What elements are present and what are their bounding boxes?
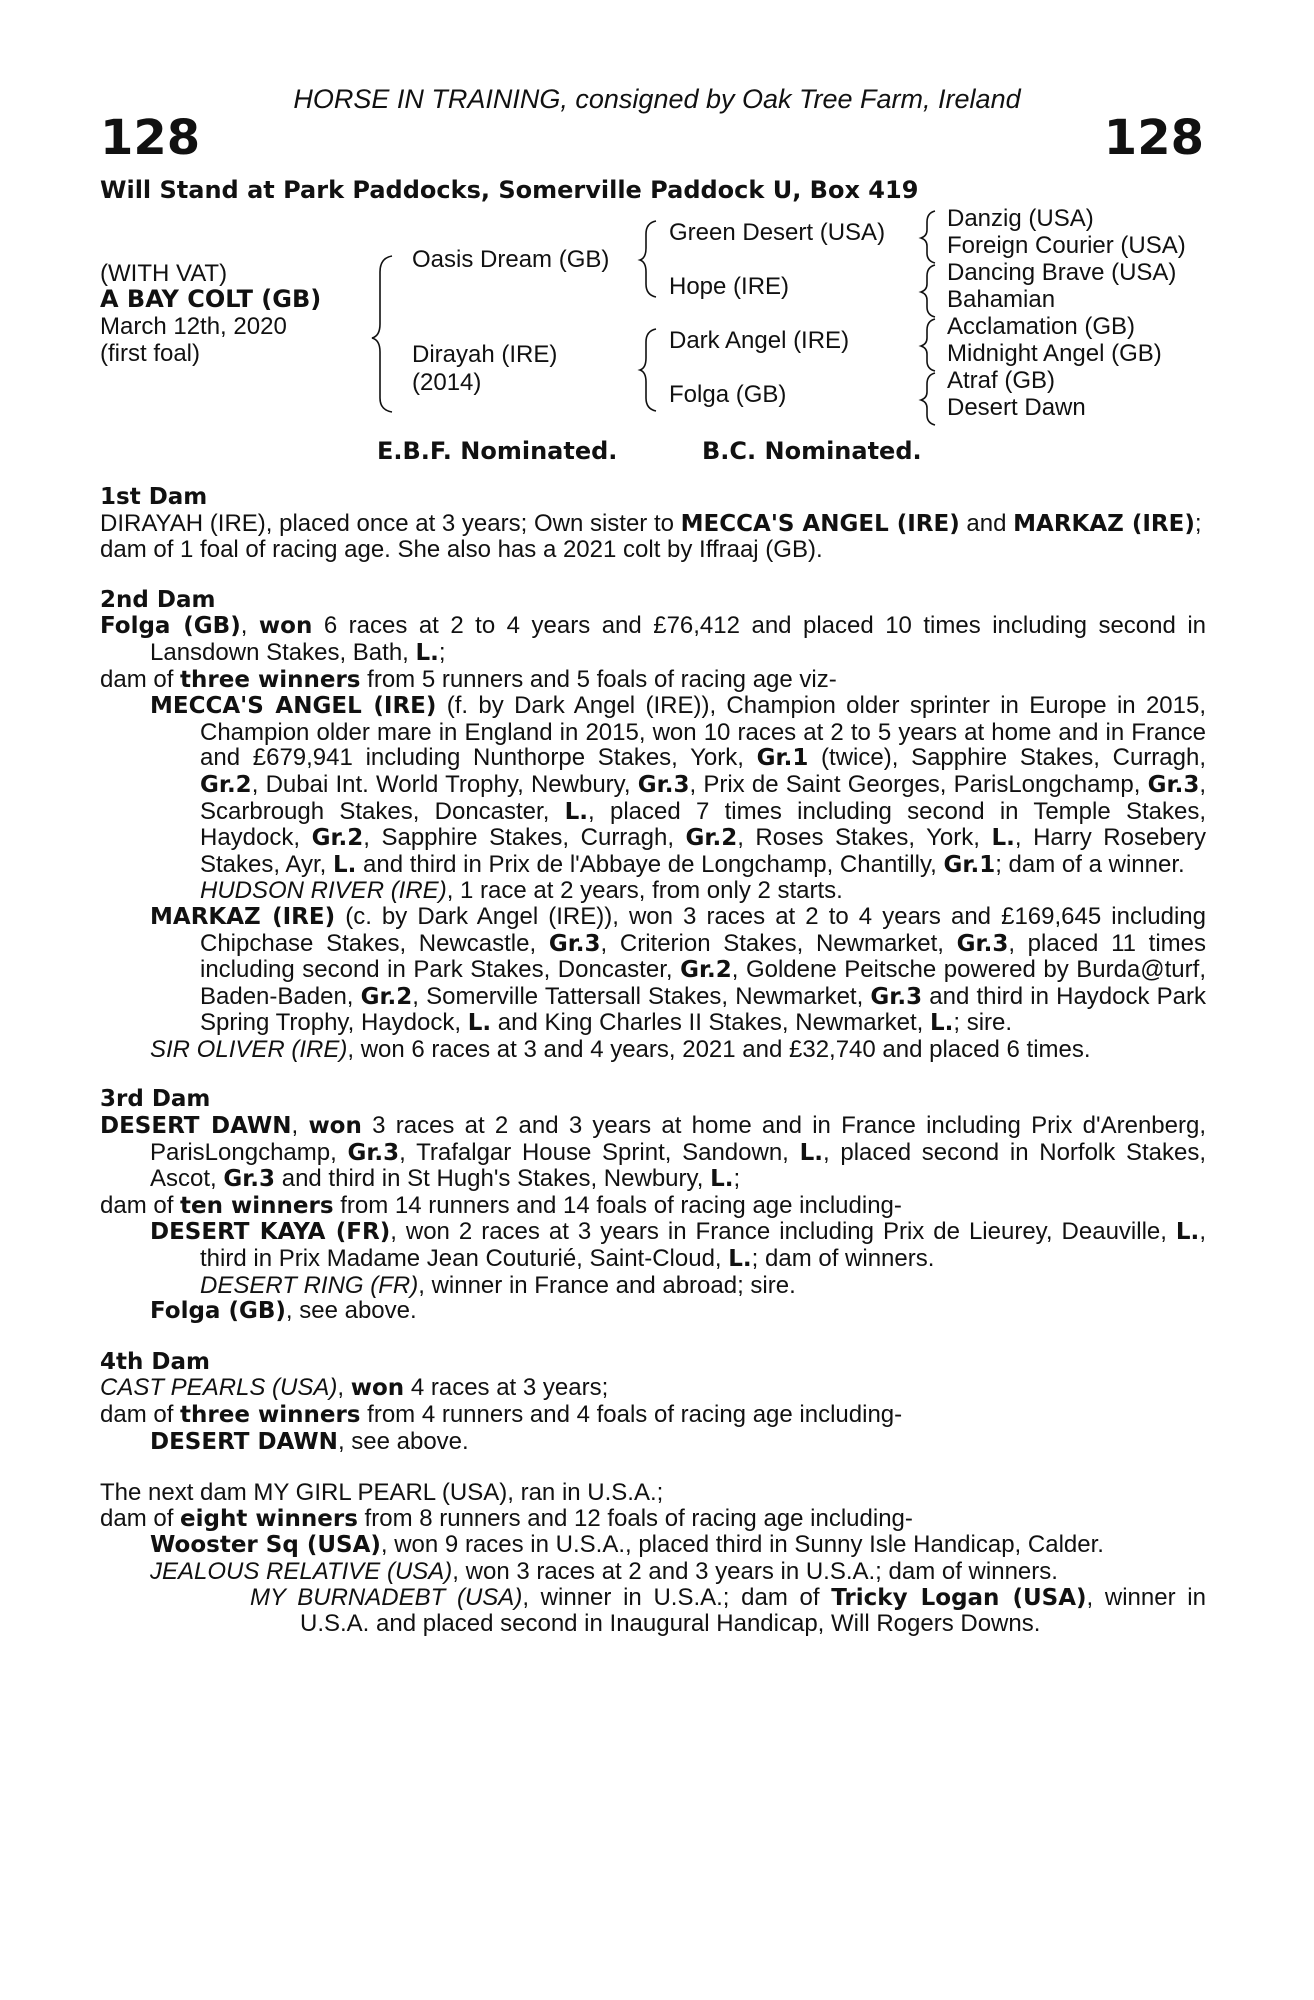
horse-name: A BAY COLT (GB) <box>100 285 322 313</box>
hudson-river-entry: HUDSON RIVER (IRE), 1 race at 2 years, from only 2 starts. <box>200 877 843 905</box>
lot-number-right: 128 <box>1103 110 1204 166</box>
ggp-2: Foreign Courier (USA) <box>947 232 1186 259</box>
desert-kaya-entry: DESERT KAYA (FR), won 2 races at 3 years in France including Prix de Lieurey, Deauville, L., third in Prix Madame Jean Couturié, Saint-Cloud, L.; dam of winners. <box>150 1218 1206 1273</box>
stand-info: Will Stand at Park Paddocks, Somerville Paddock U, Box 419 <box>100 176 919 204</box>
vat-note: (WITH VAT) <box>100 260 228 287</box>
pedigree-brackets <box>0 0 1314 460</box>
markaz-entry: MARKAZ (IRE) (c. by Dark Angel (IRE)), won 3 races at 2 to 4 years and £169,645 including Chipchase Stakes, Newcastle, Gr.3, Criterion Stakes, Newmarket, Gr.3, placed 11 times including second in Park Stakes, Doncaster, Gr.2, Goldene Peitsche powered by Burda@turf, Baden-Baden, Gr.2, Somerville Tattersall Stakes, Newmarket, Gr.3 and third in Haydock Park Spring Trophy, Haydock, L. and King Charles II Stakes, Newmarket, L.; sire. <box>150 902 1207 1037</box>
next-dam-produce: dam of eight winners from 8 runners and 12 foals of racing age including- <box>100 1504 913 1532</box>
sir-oliver-entry: SIR OLIVER (IRE), won 6 races at 3 and 4 years, 2021 and £32,740 and placed 6 times. <box>150 1035 1091 1063</box>
produce-record <box>100 485 1206 1637</box>
ggp-3: Dancing Brave (USA) <box>947 259 1177 286</box>
foal-note: (first foal) <box>100 340 201 367</box>
first-dam-heading: 1st Dam <box>100 484 208 510</box>
dam-dam: Folga (GB) <box>669 381 787 408</box>
meccas-angel-entry: MECCA'S ANGEL (IRE) (f. by Dark Angel (IRE)), Champion older sprinter in Europe in 2015, Champion older mare in England in 2015, won 10 races at 2 to 5 years at home and in France and £679,941 including Nunthorpe Stakes, York, Gr.1 (twice), Sapphire Stakes, Curragh, Gr.2, Dubai Int. World Trophy, Newbury, Gr.3, Prix de Saint Georges, ParisLongchamp, Gr.3, Scarbrough Stakes, Doncaster, L., placed 7 times including second in Temple Stakes, Haydock, Gr.2, Sapphire Stakes, Curragh, Gr.2, Roses Stakes, York, L., Harry Rosebery Stakes, Ayr, L. and third in Prix de l'Abbaye de Longchamp, Chantilly, Gr.1; dam of a winner. <box>150 692 1207 878</box>
fourth-dam-produce: dam of three winners from 4 runners and 4 foals of racing age including- <box>100 1401 903 1428</box>
folga-entry: Folga (GB), see above. <box>150 1297 417 1325</box>
dam: Dirayah (IRE) <box>412 341 558 368</box>
bc-nomination: B.C. Nominated. <box>702 437 922 465</box>
catalogue-header: HORSE IN TRAINING, consigned by Oak Tree Farm, Ireland <box>293 84 1021 114</box>
second-dam-heading: 2nd Dam <box>100 586 216 613</box>
first-dam-produce: dam of 1 foal of racing age. She also has a 2021 colt by Iffraaj (GB). <box>100 536 823 564</box>
dam-year: (2014) <box>412 369 482 396</box>
ggp-7: Atraf (GB) <box>947 367 1056 394</box>
fourth-dam-paragraph: CAST PEARLS (USA), won 4 races at 3 years; <box>100 1374 609 1402</box>
first-dam-paragraph: DIRAYAH (IRE), placed once at 3 years; Own sister to MECCA'S ANGEL (IRE) and MARKAZ (IRE); <box>100 509 1202 537</box>
third-dam-heading: 3rd Dam <box>100 1086 211 1113</box>
wooster-sq-entry: Wooster Sq (USA), won 9 races in U.S.A., placed third in Sunny Isle Handicap, Calder. <box>150 1531 1104 1559</box>
third-dam-produce: dam of ten winners from 14 runners and 14 foals of racing age including- <box>100 1191 902 1219</box>
dam-sire: Dark Angel (IRE) <box>669 327 850 354</box>
jealous-relative-entry: JEALOUS RELATIVE (USA), won 3 races at 2 and 3 years in U.S.A.; dam of winners. <box>150 1557 1058 1585</box>
ebf-nomination: E.B.F. Nominated. <box>377 437 618 465</box>
my-burnadebt-entry: MY BURNADEBT (USA), winner in U.S.A.; dam of Tricky Logan (USA), winner in U.S.A. and placed second in Inaugural Handicap, Will Rogers Downs. <box>250 1583 1206 1638</box>
third-dam-paragraph: DESERT DAWN, won 3 races at 2 and 3 years at home and in France including Prix d'Arenberg, ParisLongchamp, Gr.3, Trafalgar House Sprint, Sandown, L., placed second in Norfolk Stakes, Ascot, Gr.3 and third in St Hugh's Stakes, Newbury, L.; <box>100 1112 1207 1193</box>
second-dam-paragraph: Folga (GB), won 6 races at 2 to 4 years and £76,412 and placed 10 times including second in Lansdown Stakes, Bath, L.; <box>100 612 1207 666</box>
ggp-8: Desert Dawn <box>947 394 1086 421</box>
ggp-6: Midnight Angel (GB) <box>947 340 1162 367</box>
lot-number-left: 128 <box>100 110 201 166</box>
ggp-1: Danzig (USA) <box>947 205 1094 232</box>
ggp-5: Acclamation (GB) <box>947 313 1136 340</box>
next-dam-paragraph: The next dam MY GIRL PEARL (USA), ran in U.S.A.; <box>100 1479 664 1507</box>
desert-ring-entry: DESERT RING (FR), winner in France and abroad; sire. <box>200 1271 796 1299</box>
sire-sire: Green Desert (USA) <box>669 219 886 246</box>
ggp-4: Bahamian <box>947 286 1056 313</box>
foaling-date: March 12th, 2020 <box>100 313 287 340</box>
sire-dam: Hope (IRE) <box>669 273 790 300</box>
desert-dawn-entry: DESERT DAWN, see above. <box>150 1427 469 1455</box>
fourth-dam-heading: 4th Dam <box>100 1348 210 1375</box>
sire: Oasis Dream (GB) <box>412 246 610 273</box>
second-dam-produce: dam of three winners from 5 runners and 5 foals of racing age viz- <box>100 665 837 693</box>
